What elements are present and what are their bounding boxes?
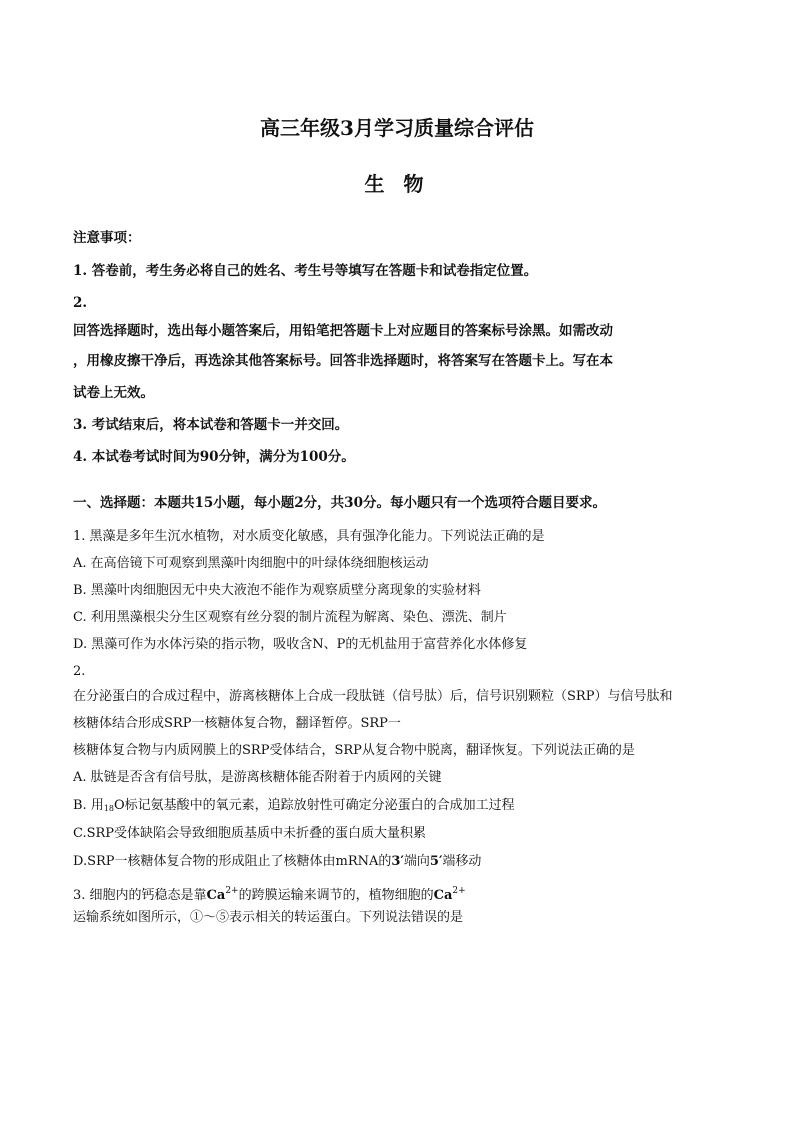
three-prime-end: 3′ <box>391 854 404 869</box>
q2-number: 2. <box>73 664 86 679</box>
subject-title: 生 物 <box>364 172 430 196</box>
q3-stem-prefix: 3. 细胞内的钙稳态是靠 <box>73 888 207 903</box>
calcium-ion: Ca <box>206 888 226 903</box>
q3-stem-line-1 <box>73 882 466 905</box>
q2-option-d-prefix: D.SRP一核糖体复合物的形成阻止了核糖体由mRNA的 <box>73 854 392 869</box>
q2-option-d-suffix: 端移动 <box>442 854 482 869</box>
q2-option-b-text: O标记氨基酸中的氧元素，追踪放射性可确定分泌蛋白的合成加工过程 <box>114 798 515 813</box>
notice-item-4: 4. 本试卷考试时间为90分钟，满分为100分。 <box>73 449 355 465</box>
q2-option-d <box>73 853 481 871</box>
q2-stem-line-1: 在分泌蛋白的合成过程中，游离核糖体上合成一段肽链（信号肽）后，信号识别颗粒（SRP）与信号肽和 <box>73 689 673 704</box>
q2-option-b <box>73 797 515 818</box>
section-heading: 一、选择题：本题共15小题，每小题2分，共30分。每小题只有一个选项符合题目要求。 <box>73 495 606 511</box>
q2-option-d-mid: 端向 <box>403 854 430 869</box>
q2-stem-line-3: 核糖体复合物与内质网膜上的SRP受体结合，SRP从复合物中脱离，翻译恢复。下列说法正确的是 <box>73 743 635 758</box>
notice-item-1: 1. 答卷前，考生务必将自己的姓名、考生号等填写在答题卡和试卷指定位置。 <box>73 263 538 279</box>
q2-stem-line-2: 核糖体结合形成SRP一核糖体复合物，翻译暂停。SRP一 <box>73 716 401 731</box>
q3-stem-mid: 的跨膜运输来调节的，植物细胞的 <box>238 888 434 903</box>
notice-item-2-number: 2. <box>73 295 88 311</box>
isotope-mass-number: 18 <box>103 804 115 813</box>
q1-option-c: C. 利用黑藻根尖分生区观察有丝分裂的制片流程为解离、染色、漂洗、制片 <box>73 610 507 625</box>
q1-option-b: B. 黑藻叶肉细胞因无中央大液泡不能作为观察质壁分离现象的实验材料 <box>73 583 481 598</box>
calcium-ion-2: Ca <box>433 888 453 903</box>
exam-title: 高三年级3月学习质量综合评估 <box>260 116 534 140</box>
q1-option-d: D. 黑藻可作为水体污染的指示物，吸收含N、P的无机盐用于富营养化水体修复 <box>73 637 528 652</box>
q3-stem-line-2: 运输系统如图所示，①～⑤表示相关的转运蛋白。下列说法错误的是 <box>73 910 464 925</box>
q2-option-c: C.SRP受体缺陷会导致细胞质基质中未折叠的蛋白质大量积累 <box>73 826 427 841</box>
notice-item-3: 3. 考试结束后，将本试卷和答题卡一并交回。 <box>73 417 349 433</box>
q2-option-b-prefix: B. 用 <box>73 798 104 813</box>
q1-stem: 1. 黑藻是多年生沉水植物，对水质变化敏感，具有强净化能力。下列说法正确的是 <box>73 529 545 544</box>
notice-item-2-line-2: ，用橡皮擦干净后，再选涂其他答案标号。回答非选择题时，将答案写在答题卡上。写在本 <box>73 353 613 369</box>
notice-heading: 注意事项： <box>73 230 141 246</box>
q1-option-a: A. 在高倍镜下可观察到黑藻叶肉细胞中的叶绿体绕细胞核运动 <box>73 556 429 571</box>
notice-item-2-line-3: 试卷上无效。 <box>73 385 154 401</box>
calcium-charge-2: 2+ <box>452 886 466 896</box>
calcium-charge: 2+ <box>225 886 239 896</box>
notice-item-2-line-1: 回答选择题时，选出每小题答案后，用铅笔把答题卡上对应题目的答案标号涂黑。如需改动 <box>73 323 613 339</box>
five-prime-end: 5′ <box>429 854 443 869</box>
q2-option-a: A. 肽链是否含有信号肽，是游离核糖体能否附着于内质网的关键 <box>73 770 442 785</box>
